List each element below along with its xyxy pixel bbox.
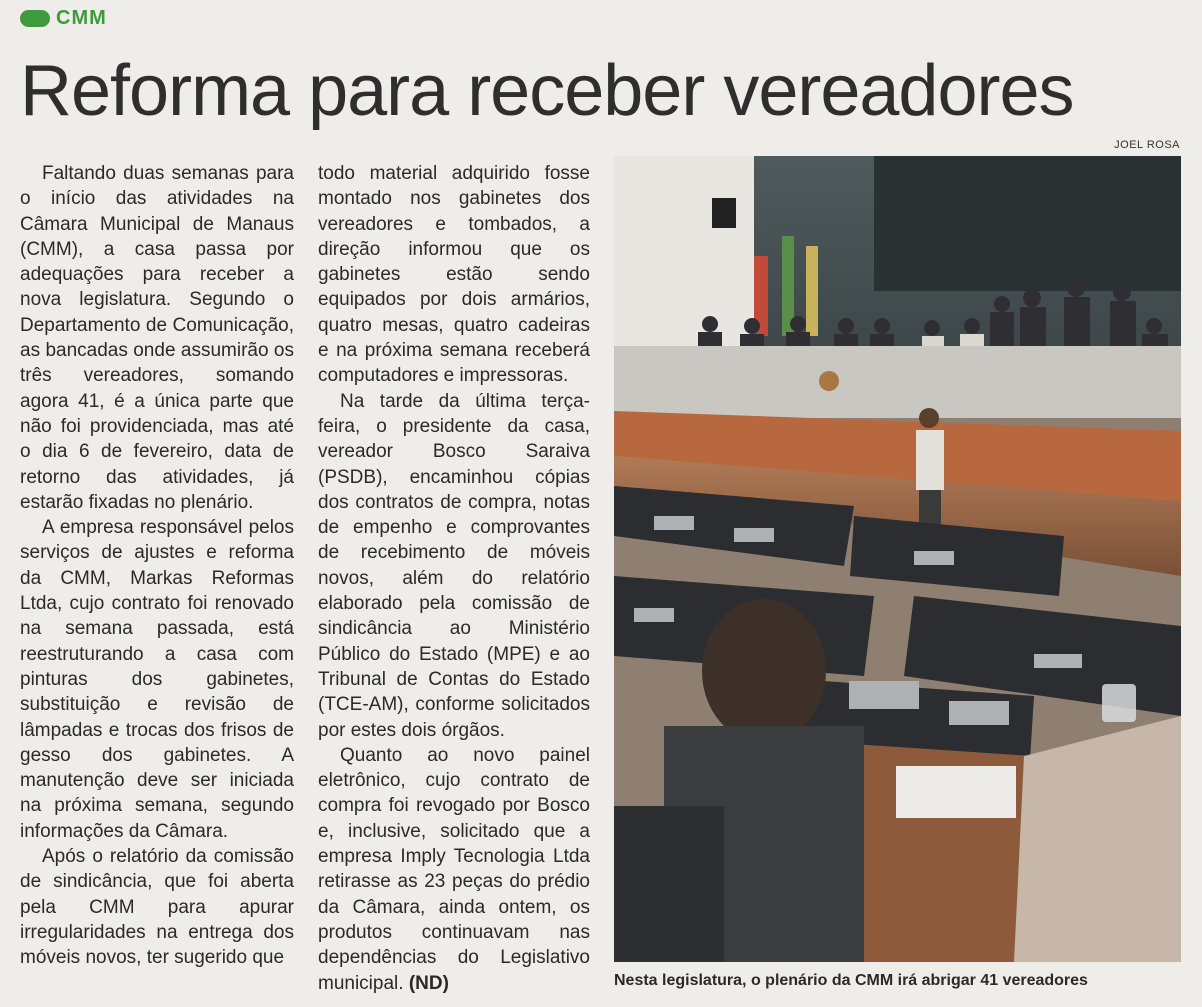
photo-caption: Nesta legislatura, o plenário da CMM irá abrigar 41 vereadores	[614, 972, 1088, 989]
paragraph: Faltando duas semanas para o início das atividades na Câmara Municipal de Manaus (CMM), a casa passa por adequações para receber a nova legislatura. Segundo o Departamento de Comunicação, as bancadas onde assumirão os três vereadores, somando agora 41, é a única parte que não foi providenciada, mas até o dia 6 de fevereiro, data de retorno das atividades, já estarão fixadas no plenário.	[20, 163, 294, 513]
paragraph: Após o relatório da comissão de sindicância, que foi aberta pela CMM para apurar irregularidades na entrega dos móveis novos, ter sugerido que	[20, 846, 294, 969]
paragraph: todo material adquirido fosse montado nos gabinetes dos vereadores e tombados, a direção informou que os gabinetes estão sendo equipados por dois armários, quatro mesas, quatro cadeiras e na próxima semana receberá computadores e impressoras.	[318, 163, 590, 387]
paragraph: Na tarde da última terça-feira, o presidente da casa, vereador Bosco Saraiva (PSDB), encaminhou cópias dos contratos de compra, notas de empenho e comprovantes de recebimento de móveis novos, além do relatório elaborado pela comissão de sindicância ao Ministério Público do Estado (MPE) e ao Tribunal de Contas do Estado (TCE-AM), conforme solicitados por estes dois órgãos.	[318, 390, 590, 741]
paragraph	[318, 743, 590, 996]
section-tag-label: CMM	[56, 7, 107, 29]
photo-credit: JOEL ROSA	[1114, 139, 1180, 151]
article-column-2	[318, 161, 590, 996]
paragraph: A empresa responsável pelos serviços de ajustes e reforma da CMM, Markas Reformas Ltda, cujo contrato foi renovado na semana passada, está reestruturando a casa com pinturas dos gabinetes, substituição e revisão de lâmpadas e trocas dos frisos de gesso dos gabinetes. A manutenção deve ser iniciada na próxima semana, segundo informações da Câmara.	[20, 517, 294, 842]
section-tag-pill	[20, 10, 50, 27]
headline: Reforma para receber vereadores	[20, 51, 1074, 131]
paragraph-text: Quanto ao novo painel eletrônico, cujo contrato de compra foi revogado por Bosco e, inclusive, solicitado que a empresa Imply Tecnologia Ltda retirasse as 23 peças do prédio da Câmara, ainda ontem, os produtos continuavam nas dependências do Legislativo municipal.	[318, 744, 590, 994]
author-signature: (ND)	[408, 972, 449, 994]
section-tag	[20, 8, 107, 28]
article-column-1	[20, 161, 294, 971]
plenary-photo	[614, 156, 1181, 962]
